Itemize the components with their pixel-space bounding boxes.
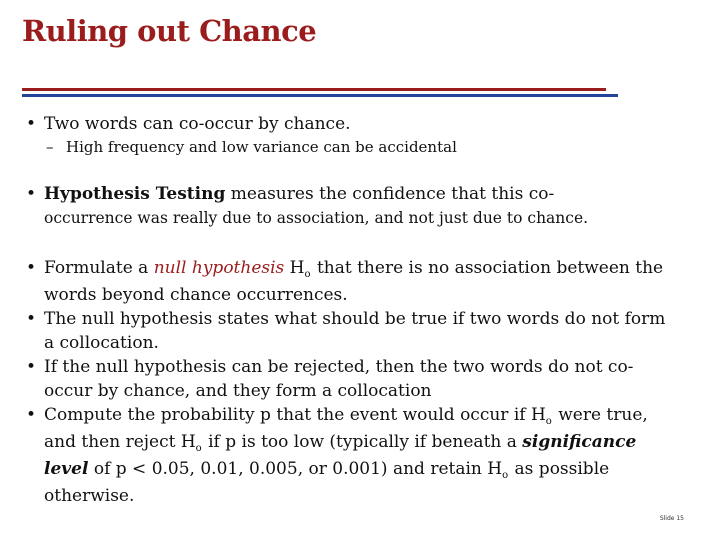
bullet-text: of p < 0.05, 0.01, 0.005, or 0.001) and retain H [88,459,503,479]
bullet-text: that there is no association between the words beyond chance occurrences. [44,258,664,305]
subscript-o: o [502,470,509,481]
bullet-null-definition: • The null hypothesis states what should be true if two words do not form a collocation. [26,307,676,355]
significance-level-term: significance level [44,432,637,479]
bullet-hypothesis-testing-continued: occurrence was really due to association, and not just due to chance. [44,209,589,227]
sub-bullet-text: High frequency and low variance can be accidental [66,138,457,156]
title-rule-red [22,88,606,91]
dash-marker: – [46,138,54,156]
bullet-null-hypothesis [26,256,676,307]
bullet-rejection: • If the null hypothesis can be rejected, then the two words do not co-occur by chance, and they form a collocation [26,355,676,403]
sub-bullet-accidental [26,136,676,158]
bullet-text: if p is too low (typically if beneath a [202,432,523,452]
hypothesis-testing-term: Hypothesis Testing [44,184,226,204]
bullet-text: were true, and then reject H [44,405,648,452]
bullet-hypothesis-testing [26,182,676,206]
h-symbol: H [284,258,305,278]
bullet-text: Formulate a [44,258,154,278]
title-rule-blue [22,94,618,97]
subscript-o: o [195,443,202,454]
bullet-text: measures the confidence that this co- [225,184,555,204]
slide-number: Slide 15 [659,515,684,522]
bullet-text: as possible otherwise. [44,459,610,506]
subscript-o: o [545,416,552,427]
subscript-o: o [304,269,311,280]
null-hypothesis-term: null hypothesis [153,258,285,278]
slide-title: Ruling out Chance [22,14,317,48]
bullet-chance: • Two words can co-occur by chance. [26,112,676,136]
bullet-text: Compute the probability p that the event would occur if H [44,405,546,425]
bullet-compute-probability [26,403,676,508]
slide-content [26,112,676,508]
